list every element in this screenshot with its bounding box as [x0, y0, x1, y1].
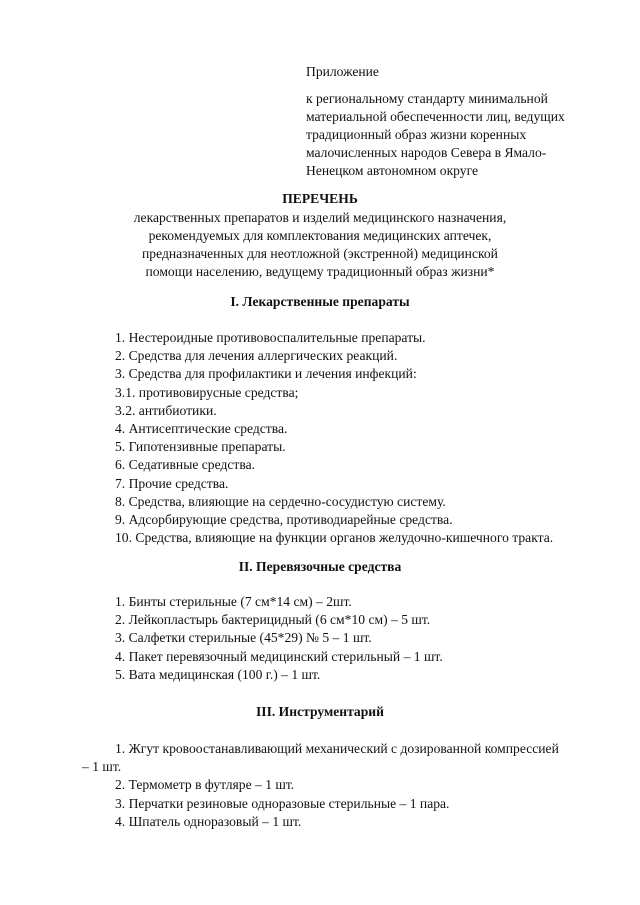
- appendix-line: традиционный образ жизни коренных: [306, 127, 527, 142]
- list-item-continuation: – 1 шт.: [82, 759, 122, 775]
- list-item: 1. Жгут кровоостанавливающий механический с дозированной компрессией: [115, 741, 559, 756]
- list-item: 4. Шпатель одноразовый – 1 шт.: [115, 813, 302, 829]
- list-subtitle-line: помощи населению, ведущему традиционный образ жизни*: [145, 264, 495, 279]
- list-item: 2. Средства для лечения аллергических реакций.: [115, 348, 398, 364]
- list-item: 8. Средства, влияющие на сердечно-сосудистую систему.: [115, 493, 446, 509]
- section-heading-instruments: III. Инструментарий: [256, 704, 384, 719]
- list-item: 7. Прочие средства.: [115, 475, 229, 491]
- instruments-list: [82, 740, 622, 831]
- list-subtitle-line: лекарственных препаратов и изделий медицинского назначения,: [133, 210, 507, 225]
- appendix-line: к региональному стандарту минимальной: [306, 91, 548, 106]
- list-title: ПЕРЕЧЕНЬ: [282, 191, 358, 206]
- list-item: 5. Вата медицинская (100 г.) – 1 шт.: [115, 666, 321, 682]
- list-item: 3.2. антибиотики.: [115, 402, 217, 418]
- list-item: 9. Адсорбирующие средства, противодиарейные средства.: [115, 512, 453, 528]
- list-item: 10. Средства, влияющие на функции органов желудочно-кишечного тракта.: [115, 530, 554, 546]
- list-item: 4. Антисептические средства.: [115, 421, 288, 437]
- appendix-line: малочисленных народов Севера в Ямало-: [306, 145, 547, 160]
- list-subtitle-line: рекомендуемых для комплектования медицинских аптечек,: [148, 228, 492, 243]
- appendix-block: [306, 63, 606, 180]
- list-item: 1. Бинты стерильные (7 см*14 см) – 2шт.: [115, 594, 352, 609]
- list-item: 6. Седативные средства.: [115, 457, 255, 473]
- dressings-list: [115, 593, 443, 684]
- list-item: 5. Гипотензивные препараты.: [115, 439, 286, 455]
- appendix-line: материальной обеспеченности лиц, ведущих: [306, 109, 565, 124]
- list-item: 3. Перчатки резиновые одноразовые стерильные – 1 пара.: [115, 795, 450, 811]
- appendix-line: Ненецком автономном округе: [306, 163, 479, 178]
- medicines-list: [115, 329, 553, 547]
- section-heading-dressings: II. Перевязочные средства: [238, 559, 402, 574]
- list-subtitle-line: предназначенных для неотложной (экстренной) медицинской: [142, 246, 498, 261]
- list-item: 2. Лейкопластырь бактерицидный (6 см*10 см) – 5 шт.: [115, 612, 431, 628]
- list-item: 1. Нестероидные противовоспалительные препараты.: [115, 330, 426, 345]
- list-item: 3.1. противовирусные средства;: [115, 384, 299, 400]
- list-item: 4. Пакет перевязочный медицинский стерильный – 1 шт.: [115, 648, 443, 664]
- list-item: 2. Термометр в футляре – 1 шт.: [115, 777, 295, 793]
- section-heading-medicines: I. Лекарственные препараты: [230, 294, 410, 309]
- list-subtitle: [0, 209, 640, 281]
- appendix-title: Приложение: [306, 64, 379, 79]
- list-item: 3. Салфетки стерильные (45*29) № 5 – 1 шт.: [115, 630, 372, 646]
- list-item: 3. Средства для профилактики и лечения инфекций:: [115, 366, 417, 382]
